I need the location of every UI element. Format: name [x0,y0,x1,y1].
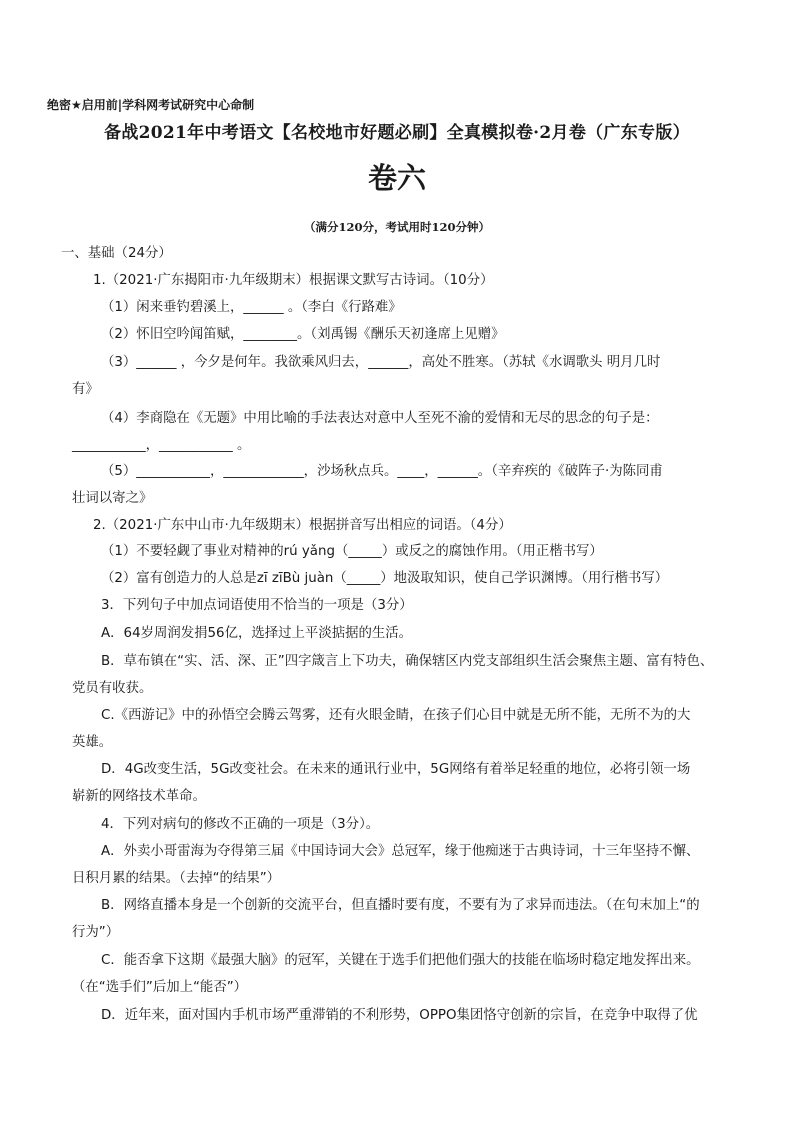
question-line: 4．下列对病句的修改不正确的一项是（3分）。 [101,817,380,832]
confidential-header: 绝密★启用前|学科网考试研究中心命制 [47,98,255,112]
question-line: 2.（2021·广东中山市·九年级期末）根据拼音写出相应的词语。（4分） [93,518,512,533]
option-line: 英雄。 [72,735,113,750]
option-line: 日积月累的结果。（去掉“的结果”） [72,871,281,886]
option-line: A．64岁周润发捐56亿，选择过上平淡掂据的生活。 [101,626,413,641]
paper-subtitle: 卷六 [367,161,426,195]
option-line: B．草布镇在“实、活、深、正”四字箴言上下功夫，确保辖区内党支部组织生活会聚焦主题、富有特色、 [101,654,714,669]
option-line: C．能否拿下这期《最强大脑》的冠军，关键在于选手们把他们强大的技能在临场时稳定地发挥出来。 [101,953,700,968]
question-line: 有》 [72,382,99,397]
option-line: D．4G改变生活，5G改变社会。在未来的通讯行业中，5G网络有着举足轻重的地位，必将引领一场 [101,762,691,777]
option-line: 崭新的网络技术革命。 [72,789,206,804]
option-line: C.《西游记》中的孙悟空会腾云驾雾，还有火眼金睛，在孩子们心目中就是无所不能，无所不为的大 [101,708,691,723]
question-line: （1）不要轻觑了事业对精神的rú yǎng（_____）或反之的腐蚀作用。（用正楷书写） [101,544,603,559]
question-line: （2）富有创造力的人总是zī zīBù juàn（_____）地汲取知识，使自己学识渊博。（用行楷书写） [101,571,669,586]
score-note: （满分120分，考试用时120分钟） [303,220,490,234]
option-line: D．近年来，面对国内手机市场严重滞销的不利形势，OPPO集团恪守创新的宗旨，在竞争中取得了优 [101,1008,698,1023]
question-line: 壮词以寄之》 [72,491,153,506]
question-line: 1.（2021·广东揭阳市·九年级期末）根据课文默写古诗词。（10分） [93,273,494,288]
question-line: （5）___________，____________，沙场秋点兵。____，______。（辛弃疾的《破阵子·为陈同甫 [101,464,663,479]
question-line: （1）闲来垂钓碧溪上，______ 。（李白《行路难》 [101,300,402,315]
option-line: 党员有收获。 [72,681,153,696]
option-line: A．外卖小哥雷海为夺得第三届《中国诗词大会》总冠军，缘于他痴迷于古典诗词，十三年坚持不懈、 [101,844,700,859]
option-line: （在“选手们”后加上“能否”） [72,980,248,995]
question-line: ___________，___________ 。 [72,438,251,453]
question-line: （4）李商隐在《无题》中用比喻的手法表达对意中人至死不渝的爱情和无尽的思念的句子是： [101,411,659,426]
option-line: B．网络直播本身是一个创新的交流平台，但直播时要有度，不要有为了求异而违法。（在句末加上“的 [101,898,700,913]
question-line: 3．下列句子中加点词语使用不恰当的一项是（3分） [101,598,413,613]
option-line: 行为”） [72,925,120,940]
exam-title: 备战2021年中考语文【名校地市好题必刷】全真模拟卷·2月卷（广东专版） [104,123,690,143]
section-heading: 一、基础（24分） [61,246,172,261]
question-line: （3）______ ，今夕是何年。我欲乘风归去，______，高处不胜寒。（苏轼《水调歌头 明月几时 [101,355,661,370]
question-line: （2）怀旧空吟闻笛赋，________。（刘禹锡《酬乐天初逢席上见赠》 [101,327,505,342]
